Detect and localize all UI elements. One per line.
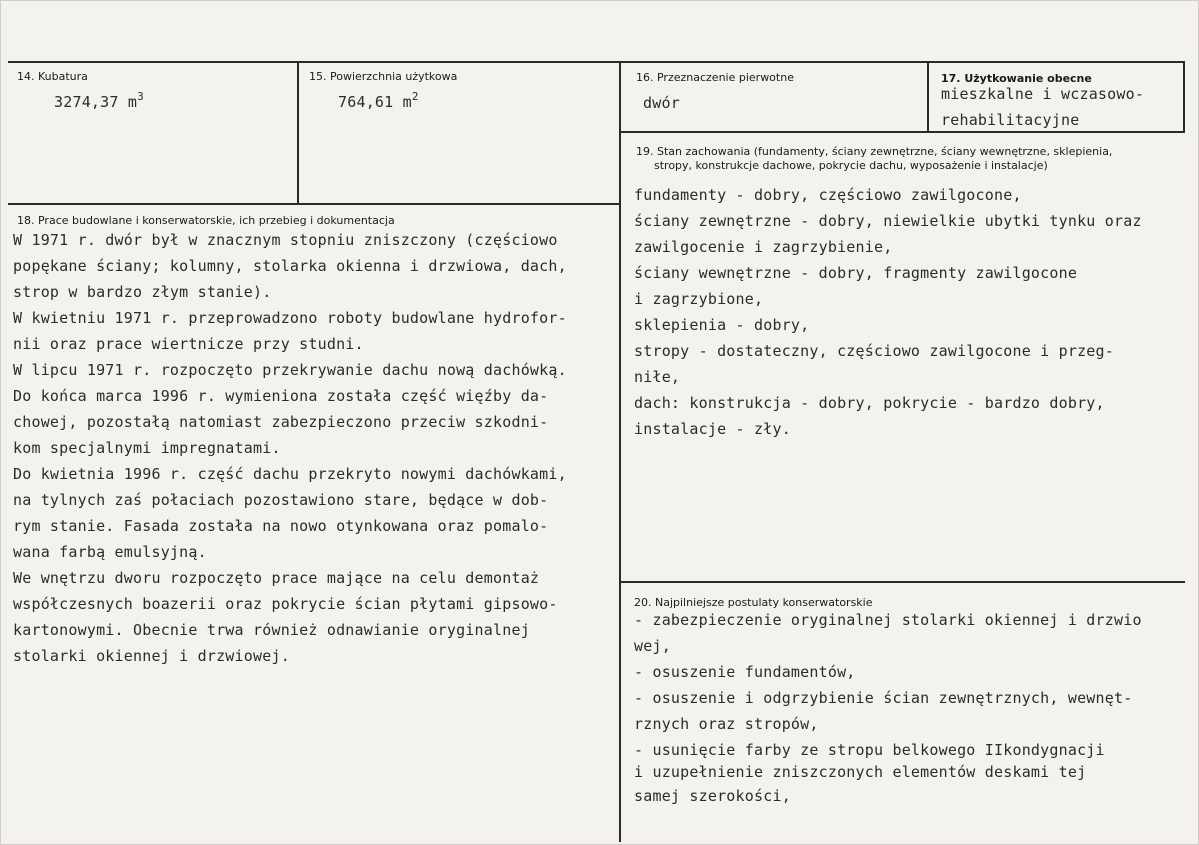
uzytkowanie-value: mieszkalne i wczasowo- rehabilitacyjne	[941, 85, 1145, 129]
stan-label-line2: stropy, konstrukcje dachowe, pokrycie dachu, wyposażenie i instalacje)	[654, 159, 1048, 172]
rule-below-14-15	[8, 203, 621, 205]
przeznaczenie-value: dwór	[643, 94, 680, 112]
prace-label: 18. Prace budowlane i konserwatorskie, ich przebieg i dokumentacja	[17, 214, 395, 227]
stan-text: fundamenty - dobry, częściowo zawilgocone, ściany zewnętrzne - dobry, niewielkie ubytki tynku oraz zawilgocenie i zagrzybienie, ściany wewnętrzne - dobry, fragmenty zawilgocone i zagrzybione, sklepienia - dobry, stropy - dostateczny, częściowo zawilgocone i przeg- niłe, dach: konstrukcja - dobry, pokrycie - bardzo dobry, instalacje - zły.	[634, 186, 1142, 438]
right-border	[1183, 61, 1185, 133]
uzytkowanie-label: 17. Użytkowanie obecne	[941, 72, 1092, 85]
kubatura-value: 3274,37 $m^3$	[54, 90, 144, 111]
postulaty-text: - zabezpieczenie oryginalnej stolarki okiennej i drzwio wej, - osuszenie fundamentów, - osuszenie i odgrzybienie ścian zewnętrznych, wewnęt- rznych oraz stropów, - usunięcie farby ze stropu belkowego IIkondygnacji i uzupełnienie zniszczonych elementów deskami tej samej szerokości,	[634, 611, 1142, 805]
prace-text: W 1971 r. dwór był w znacznym stopniu zniszczony (częściowo popękane ściany; kolumny, stolarka okienna i drzwiowa, dach, strop w bardzo złym stanie). W kwietniu 1971 r. przeprowadzono roboty budowlane hydrofor- nii oraz prace wiertnicze przy studni. W lipcu 1971 r. rozpoczęto przekrywanie dachu nową dachówką. Do końca marca 1996 r. wymieniona została część więźby da- chowej, pozostałą natomiast zabezpieczono przeciw szkodni- kom specjalnymi impregnatami. Do kwietnia 1996 r. część dachu przekryto nowymi dachówkami, na tylnych zaś połaciach pozostawiono stare, będące w dob- rym stanie. Fasada została na nowo otynkowana oraz pomalo- wana farbą emulsyjną. We wnętrzu dworu rozpoczęto prace mające na celu demontaż współczesnych boazerii oraz pokrycie ścian płytami gipsowo- kartonowymi. Obecnie trwa również odnawianie oryginalnej stolarki okiennej i drzwiowej.	[13, 231, 567, 665]
przeznaczenie-label: 16. Przeznaczenie pierwotne	[636, 71, 794, 84]
divider-14-15	[297, 61, 299, 205]
top-rule	[8, 61, 1185, 63]
postulaty-label: 20. Najpilniejsze postulaty konserwatorskie	[634, 596, 873, 609]
center-divider	[619, 61, 621, 842]
stan-label-line1: 19. Stan zachowania (fundamenty, ściany zewnętrzne, ściany wewnętrzne, sklepienia,	[636, 145, 1113, 158]
powierzchnia-label: 15. Powierzchnia użytkowa	[309, 70, 458, 83]
powierzchnia-value: 764,61 $m^2$	[338, 90, 419, 111]
rule-above-20	[621, 581, 1185, 583]
divider-16-17	[927, 61, 929, 133]
kubatura-label: 14. Kubatura	[17, 70, 88, 83]
